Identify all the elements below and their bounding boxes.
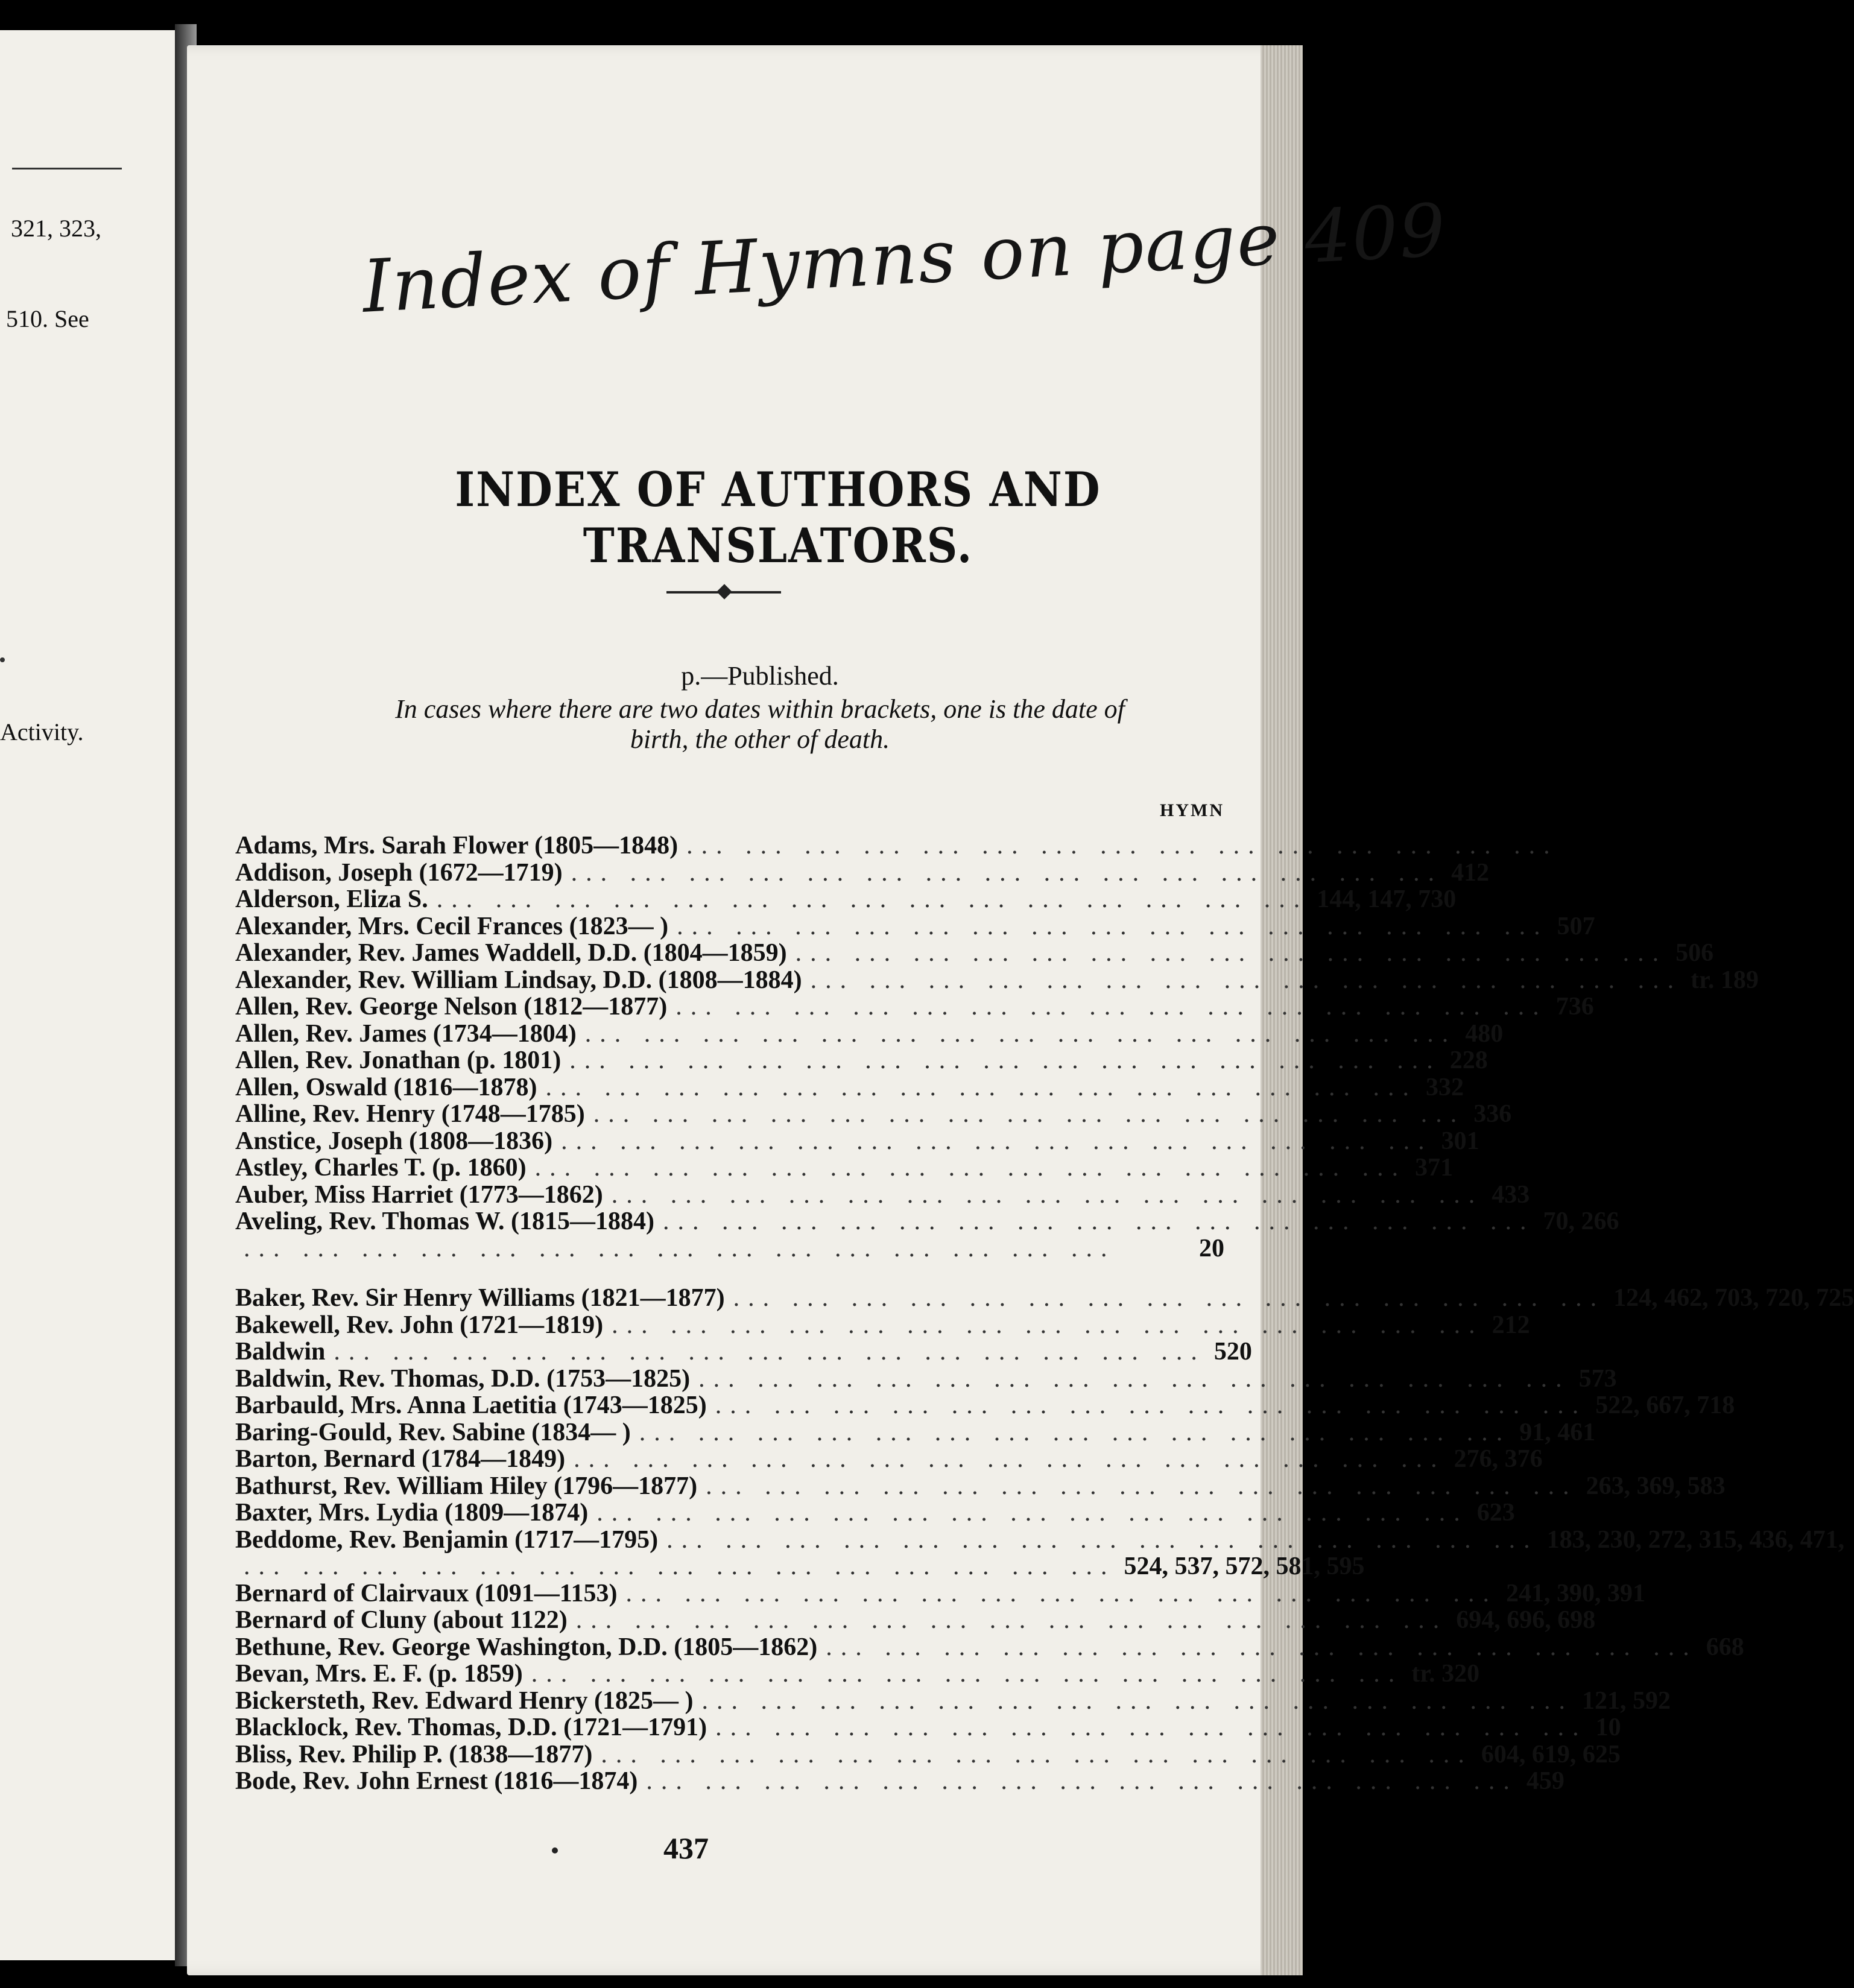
author-name: Baldwin (235, 1338, 326, 1366)
dot-leader: ... ... ... ... ... ... ... ... ... ... ... ... ... ... ... (612, 1311, 1484, 1339)
hymn-numbers: tr. 189 (1691, 966, 1759, 994)
hymn-numbers: 736 (1555, 993, 1594, 1021)
index-entry (235, 1418, 1596, 1446)
hymn-numbers: 336 (1473, 1100, 1512, 1128)
index-entry (235, 1235, 1224, 1262)
hymn-numbers: 524, 537, 572, 581, 595 (1124, 1553, 1365, 1580)
author-name: Alderson, Eliza S. (235, 885, 428, 913)
dot-leader: ... ... ... ... ... ... ... ... ... ... ... ... ... ... ... (701, 1686, 1574, 1715)
dot-leader: ... ... ... ... ... ... ... ... ... ... ... ... ... ... ... (611, 1180, 1484, 1209)
dot-leader: ... ... ... ... ... ... ... ... ... ... ... ... ... ... ... (596, 1499, 1469, 1527)
hymn-numbers: 412 (1451, 858, 1490, 887)
dot-leader: ... ... ... ... ... ... ... ... ... ... ... ... ... ... ... (561, 1127, 1433, 1155)
hymn-numbers: tr. 320 (1411, 1660, 1480, 1688)
hymn-numbers: 507 (1557, 912, 1595, 940)
author-name: Bode, Rev. John Ernest (1816—1874) (235, 1767, 638, 1795)
index-entry (235, 1740, 1621, 1768)
author-name: Bakewell, Rev. John (1721—1819) (235, 1311, 604, 1339)
handwritten-note: Index of Hymns on page 409 (360, 188, 1449, 329)
dot-leader: ... ... ... ... ... ... ... ... ... ... ... ... ... ... ... (677, 912, 1549, 940)
hymn-numbers: 459 (1526, 1767, 1565, 1795)
index-entry (235, 1499, 1515, 1527)
hymn-numbers: 70, 266 (1543, 1208, 1619, 1235)
index-page (187, 45, 1854, 1975)
dot-leader: ... ... ... ... ... ... ... ... ... ... ... ... ... ... ... (625, 1579, 1498, 1607)
index-entry (235, 1660, 1480, 1688)
hymn-numbers: 91, 461 (1519, 1418, 1596, 1446)
hymn-numbers: 20 (1199, 1234, 1224, 1262)
author-name: Blacklock, Rev. Thomas, D.D. (1721—1791) (235, 1714, 707, 1741)
index-entry (235, 1767, 1565, 1795)
dot-leader: ... ... ... ... ... ... ... ... ... ... ... ... ... ... ... (601, 1740, 1473, 1768)
dot-leader: ... ... ... ... ... ... ... ... ... ... ... ... ... ... ... (534, 1154, 1407, 1182)
author-name: Alexander, Rev. James Waddell, D.D. (1804—1859) (235, 939, 787, 967)
page-number: 437 (663, 1831, 709, 1865)
index-entry (235, 1472, 1726, 1500)
dot-leader: ... ... ... ... ... ... ... ... ... ... ... ... ... ... ... (574, 1445, 1446, 1473)
dot-leader: ... ... ... ... ... ... ... ... ... ... ... ... ... ... ... (826, 1633, 1698, 1661)
hymn-numbers: 573 (1578, 1364, 1617, 1393)
index-entry (235, 1019, 1504, 1048)
author-name: Bevan, Mrs. E. F. (p. 1859) (235, 1660, 523, 1688)
index-entry (235, 1208, 1619, 1235)
hymn-numbers: 623 (1476, 1499, 1515, 1527)
dot-leader: ... ... ... ... ... ... ... ... ... ... ... ... ... ... ... (244, 1553, 1116, 1580)
dot-leader: ... ... ... ... ... ... ... ... ... ... ... ... ... ... ... (575, 1606, 1448, 1634)
hymn-numbers: 124, 462, 703, 720, 725 (1613, 1284, 1854, 1312)
index-entry (235, 1445, 1543, 1473)
hymn-numbers: 433 (1492, 1180, 1530, 1209)
left-page-line: 321, 323, (11, 215, 101, 242)
dot-leader: ... ... ... ... ... ... ... ... ... ... ... ... ... ... ... (569, 1046, 1441, 1074)
index-entry (235, 1579, 1645, 1607)
author-name: Bernard of Cluny (about 1122) (235, 1606, 568, 1634)
index-entry (235, 1633, 1744, 1661)
bullet-mark (0, 657, 5, 662)
dot-leader: ... ... ... ... ... ... ... ... ... ... ... ... ... ... ... (810, 966, 1683, 994)
hymn-numbers: 10 (1595, 1714, 1621, 1741)
dot-leader: ... ... ... ... ... ... ... ... ... ... ... ... ... ... ... (663, 1208, 1535, 1235)
left-page-line: Activity. (0, 718, 84, 746)
author-name: Alline, Rev. Henry (1748—1785) (235, 1100, 585, 1128)
author-name: Bethune, Rev. George Washington, D.D. (1805—1862) (235, 1633, 818, 1661)
dot-leader: ... ... ... ... ... ... ... ... ... ... ... ... ... ... ... (706, 1472, 1578, 1500)
index-entry (235, 1311, 1530, 1339)
hymn-numbers: 263, 369, 583 (1586, 1472, 1726, 1500)
author-name: Allen, Oswald (1816—1878) (235, 1073, 537, 1101)
author-index-list (235, 832, 1854, 1795)
author-name: Addison, Joseph (1672—1719) (235, 858, 563, 887)
author-name: Bathurst, Rev. William Hiley (1796—1877) (235, 1472, 698, 1500)
author-name: Beddome, Rev. Benjamin (1717—1795) (235, 1525, 659, 1554)
dot-leader: ... ... ... ... ... ... ... ... ... ... ... ... ... ... ... (698, 1364, 1571, 1393)
abbreviation-note: p.—Published. (681, 661, 839, 691)
index-entry (235, 1525, 1845, 1554)
hymn-numbers: 276, 376 (1454, 1445, 1543, 1473)
index-entry (235, 912, 1595, 940)
author-name: Anstice, Joseph (1808—1836) (235, 1127, 553, 1155)
author-name: Aveling, Rev. Thomas W. (1815—1884) (235, 1208, 655, 1235)
author-name: Allen, Rev. James (1734—1804) (235, 1019, 577, 1048)
dot-leader: ... ... ... ... ... ... ... ... ... ... ... ... ... ... ... (584, 1019, 1457, 1048)
dot-leader: ... ... ... ... ... ... ... ... ... ... ... ... ... ... ... (531, 1660, 1403, 1688)
author-name: Alexander, Mrs. Cecil Frances (1823— ) (235, 912, 669, 940)
hymn-numbers: 480 (1465, 1019, 1504, 1048)
dot-leader: ... ... ... ... ... ... ... ... ... ... ... ... ... ... ... (646, 1767, 1518, 1795)
index-entry (235, 1686, 1671, 1715)
hymn-numbers: 694, 696, 698 (1456, 1606, 1596, 1634)
hymn-numbers: 371 (1415, 1154, 1454, 1182)
index-entry (235, 1100, 1512, 1128)
dot-leader: ... ... ... ... ... ... ... ... ... ... ... ... ... ... ... (666, 1525, 1539, 1554)
index-entry (235, 966, 1759, 994)
index-entry (235, 885, 1457, 913)
author-name: Baring-Gould, Rev. Sabine (1834— ) (235, 1418, 631, 1446)
author-name: Barbauld, Mrs. Anna Laetitia (1743—1825) (235, 1391, 707, 1419)
index-entry (235, 1338, 1252, 1366)
hymn-numbers: 506 (1675, 939, 1714, 967)
author-name: Astley, Charles T. (p. 1860) (235, 1154, 527, 1182)
hymn-numbers: 241, 390, 391 (1505, 1579, 1645, 1607)
dot-leader: ... ... ... ... ... ... ... ... ... ... ... ... ... ... ... (715, 1391, 1587, 1419)
index-entry (235, 1180, 1530, 1209)
index-entry (235, 832, 1558, 859)
left-page-line: 510. See (6, 305, 89, 332)
dot-leader: ... ... ... ... ... ... ... ... ... ... ... ... ... ... ... (795, 939, 1668, 967)
hymn-numbers: 212 (1492, 1311, 1530, 1339)
page-dot-mark (552, 1847, 558, 1853)
hymn-numbers: 520 (1213, 1338, 1252, 1366)
author-name: Alexander, Rev. William Lindsay, D.D. (1808—1884) (235, 966, 802, 994)
index-entry (235, 1553, 1365, 1580)
title-ornament-diamond (717, 584, 732, 599)
dot-leader: ... ... ... ... ... ... ... ... ... ... ... ... ... ... ... (244, 1234, 1116, 1262)
author-name: Bliss, Rev. Philip P. (1838—1877) (235, 1740, 593, 1768)
index-entry (235, 1154, 1454, 1182)
index-entry (235, 1284, 1854, 1312)
author-name: Allen, Rev. George Nelson (1812—1877) (235, 993, 668, 1021)
dates-note-line: In cases where there are two dates within brackets, one is the date of (395, 694, 1125, 724)
author-name: Bernard of Clairvaux (1091—1153) (235, 1579, 618, 1607)
author-name: Baldwin, Rev. Thomas, D.D. (1753—1825) (235, 1364, 691, 1393)
hymn-numbers: 668 (1706, 1633, 1744, 1661)
hymn-numbers: 144, 147, 730 (1317, 885, 1457, 913)
author-name: Bickersteth, Rev. Edward Henry (1825— ) (235, 1686, 694, 1715)
section-gap (235, 1262, 1224, 1285)
index-entry (235, 1606, 1596, 1634)
index-entry (235, 1127, 1479, 1155)
index-entry (235, 1391, 1735, 1419)
dot-leader: ... ... ... ... ... ... ... ... ... ... ... ... ... ... ... (436, 885, 1309, 913)
page-title: INDEX OF AUTHORS AND TRANSLATORS. (455, 461, 1101, 574)
dot-leader: ... ... ... ... ... ... ... ... ... ... ... ... ... ... ... (675, 993, 1548, 1021)
hymn-numbers: 228 (1449, 1046, 1488, 1074)
hymn-column-header: HYMN (1160, 800, 1224, 820)
hymn-numbers: 121, 592 (1581, 1686, 1671, 1715)
index-entry (235, 858, 1490, 887)
index-entry (235, 939, 1714, 967)
hymn-numbers: 332 (1426, 1073, 1464, 1101)
index-entry (235, 993, 1594, 1021)
dot-leader: ... ... ... ... ... ... ... ... ... ... ... ... ... ... ... (686, 832, 1558, 859)
dot-leader: ... ... ... ... ... ... ... ... ... ... ... ... ... ... ... (593, 1100, 1466, 1128)
dot-leader: ... ... ... ... ... ... ... ... ... ... ... ... ... ... ... (334, 1338, 1206, 1366)
author-name: Baxter, Mrs. Lydia (1809—1874) (235, 1499, 589, 1527)
hymn-numbers: 522, 667, 718 (1595, 1391, 1735, 1419)
hymn-numbers: 604, 619, 625 (1481, 1740, 1621, 1768)
hymn-numbers: 301 (1441, 1127, 1479, 1155)
dot-leader: ... ... ... ... ... ... ... ... ... ... ... ... ... ... ... (545, 1073, 1418, 1101)
index-entry (235, 1714, 1621, 1741)
dot-leader: ... ... ... ... ... ... ... ... ... ... ... ... ... ... ... (571, 858, 1443, 887)
dot-leader: ... ... ... ... ... ... ... ... ... ... ... ... ... ... ... (715, 1714, 1587, 1741)
dates-note-line: birth, the other of death. (630, 724, 890, 754)
hymn-numbers: 183, 230, 272, 315, 436, 471, (1546, 1525, 1845, 1554)
author-name: Adams, Mrs. Sarah Flower (1805—1848) (235, 832, 679, 859)
author-name: Baker, Rev. Sir Henry Williams (1821—1877) (235, 1284, 725, 1312)
author-name: Auber, Miss Harriet (1773—1862) (235, 1180, 603, 1209)
divider-rule (12, 168, 122, 169)
previous-page-fragment (0, 30, 177, 1960)
dot-leader: ... ... ... ... ... ... ... ... ... ... ... ... ... ... ... (733, 1284, 1606, 1312)
author-name: Allen, Rev. Jonathan (p. 1801) (235, 1046, 562, 1074)
dot-leader: ... ... ... ... ... ... ... ... ... ... ... ... ... ... ... (639, 1418, 1511, 1446)
author-name: Barton, Bernard (1784—1849) (235, 1445, 566, 1473)
index-entry (235, 1364, 1617, 1393)
index-entry (235, 1046, 1488, 1074)
index-entry (235, 1073, 1464, 1101)
